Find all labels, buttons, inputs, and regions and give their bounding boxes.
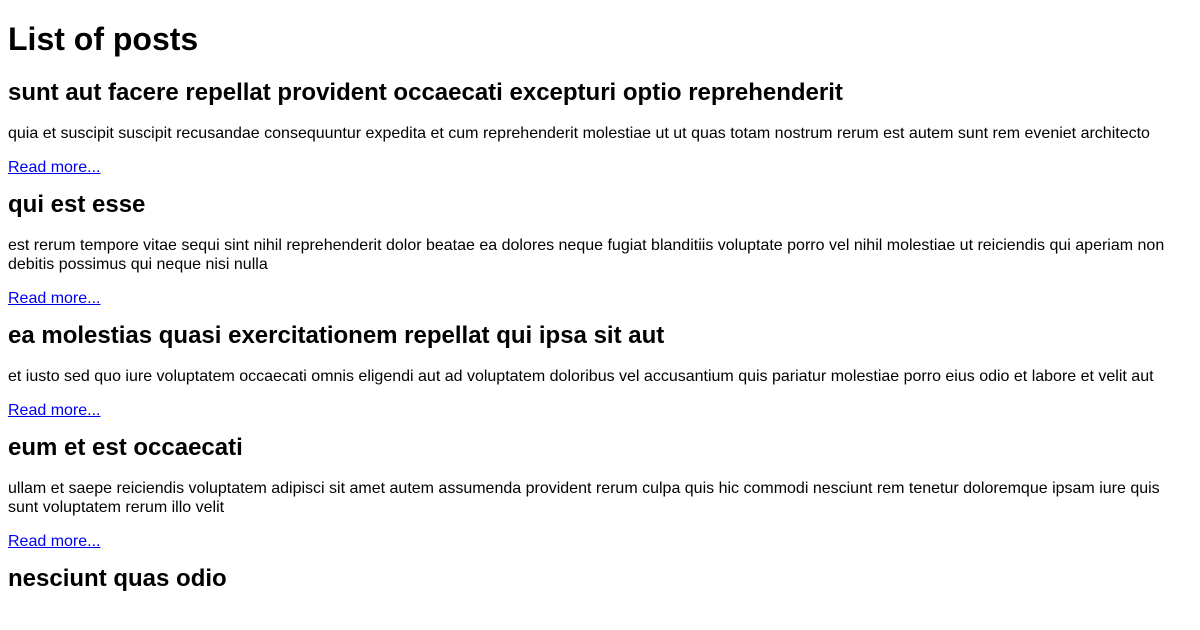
post-title: qui est esse bbox=[8, 191, 146, 218]
post-title: ea molestias quasi exercitationem repellat qui ipsa sit aut bbox=[8, 322, 665, 349]
read-more-wrap bbox=[8, 158, 1192, 177]
post-body: et iusto sed quo iure voluptatem occaecati omnis eligendi aut ad voluptatem doloribus vel accusantium quis pariatur molestiae porro eius odio et labore et velit aut bbox=[8, 368, 1154, 385]
post-item bbox=[8, 322, 1192, 420]
read-more-link[interactable]: Read more... bbox=[8, 402, 101, 419]
read-more-wrap bbox=[8, 289, 1192, 308]
post-body: est rerum tempore vitae sequi sint nihil reprehenderit dolor beatae ea dolores neque fugiat blanditiis voluptate porro vel nihil molestiae ut reiciendis qui aperiam non debitis possimus qui neque nisi nulla bbox=[8, 237, 1165, 273]
post-body: ullam et saepe reiciendis voluptatem adipisci sit amet autem assumenda provident rerum culpa quis hic commodi nesciunt rem tenetur doloremque ipsam iure quis sunt voluptatem rerum illo velit bbox=[8, 480, 1160, 516]
read-more-link[interactable]: Read more... bbox=[8, 290, 101, 307]
post-body: quia et suscipit suscipit recusandae consequuntur expedita et cum reprehenderit molestiae ut ut quas totam nostrum rerum est autem sunt rem eveniet architecto bbox=[8, 125, 1150, 142]
post-item bbox=[8, 79, 1192, 177]
read-more-link[interactable]: Read more... bbox=[8, 533, 101, 550]
post-item bbox=[8, 565, 1192, 593]
page bbox=[0, 21, 1200, 593]
post-title: sunt aut facere repellat provident occaecati excepturi optio reprehenderit bbox=[8, 79, 843, 106]
read-more-wrap bbox=[8, 401, 1192, 420]
read-more-wrap bbox=[8, 532, 1192, 551]
read-more-link[interactable]: Read more... bbox=[8, 159, 101, 176]
page-title: List of posts bbox=[8, 21, 199, 57]
post-item bbox=[8, 434, 1192, 551]
post-item bbox=[8, 191, 1192, 308]
post-title: eum et est occaecati bbox=[8, 434, 243, 461]
post-title: nesciunt quas odio bbox=[8, 565, 227, 592]
